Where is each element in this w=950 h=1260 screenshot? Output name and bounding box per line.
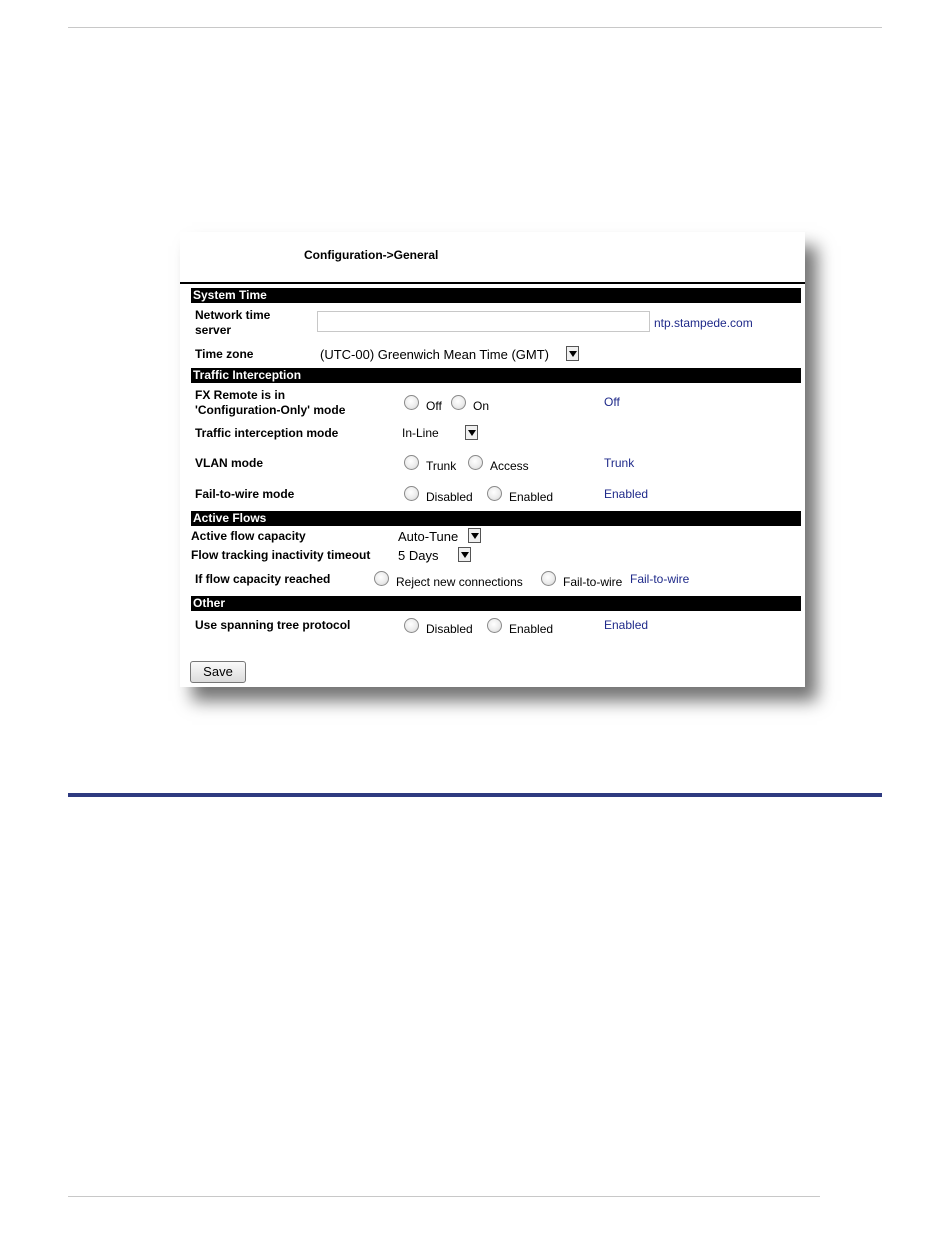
timeout-dropdown-arrow-icon[interactable]: [458, 547, 471, 562]
timezone-dropdown-arrow-icon[interactable]: [566, 346, 579, 361]
ftw-label: Fail-to-wire mode: [195, 487, 295, 501]
config-general-panel: [180, 232, 805, 687]
vlan-access-radio[interactable]: [468, 455, 483, 470]
fx-off-label: Off: [426, 399, 442, 413]
intercept-select-value[interactable]: In-Line: [402, 426, 439, 440]
reached-label: If flow capacity reached: [195, 572, 331, 586]
stp-current-value: Enabled: [604, 618, 649, 632]
capacity-label: Active flow capacity: [191, 529, 306, 543]
fx-off-radio[interactable]: [404, 395, 419, 410]
section-active-flows: Active Flows: [191, 511, 801, 526]
reached-ftw-label: Fail-to-wire: [563, 575, 623, 589]
section-divider-rule: [68, 793, 882, 797]
ntp-label-line1: Network time: [195, 308, 271, 322]
stp-disabled-radio[interactable]: [404, 618, 419, 633]
reached-current-value: Fail-to-wire: [630, 572, 690, 586]
vlan-current-value: Trunk: [604, 456, 635, 470]
page-top-rule: [68, 27, 882, 28]
fx-on-radio[interactable]: [451, 395, 466, 410]
breadcrumb-divider: [180, 282, 805, 284]
section-system-time: System Time: [191, 288, 801, 303]
fx-current-value: Off: [604, 395, 620, 409]
ftw-current-value: Enabled: [604, 487, 649, 501]
timezone-select-value[interactable]: (UTC-00) Greenwich Mean Time (GMT): [320, 347, 549, 362]
intercept-dropdown-arrow-icon[interactable]: [465, 425, 478, 440]
ntp-server-input[interactable]: [317, 311, 650, 332]
intercept-label: Traffic interception mode: [195, 426, 339, 440]
ntp-current-value: ntp.stampede.com: [654, 316, 753, 330]
reached-reject-radio[interactable]: [374, 571, 389, 586]
fx-label-line1: FX Remote is in: [195, 388, 286, 402]
fx-on-label: On: [473, 399, 490, 413]
stp-disabled-label: Disabled: [426, 622, 473, 636]
save-button[interactable]: Save: [190, 661, 246, 683]
reached-ftw-radio[interactable]: [541, 571, 556, 586]
timezone-label: Time zone: [195, 347, 254, 361]
capacity-dropdown-arrow-icon[interactable]: [468, 528, 481, 543]
stp-label: Use spanning tree protocol: [195, 618, 351, 632]
timeout-label: Flow tracking inactivity timeout: [191, 548, 371, 562]
page-bottom-rule: [68, 1196, 820, 1197]
breadcrumb: Configuration->General: [304, 248, 439, 262]
reached-reject-label: Reject new connections: [396, 575, 523, 589]
section-other: Other: [191, 596, 801, 611]
stp-enabled-label: Enabled: [509, 622, 554, 636]
capacity-select-value[interactable]: Auto-Tune: [398, 529, 459, 544]
section-traffic-interception: Traffic Interception: [191, 368, 801, 383]
ftw-disabled-radio[interactable]: [404, 486, 419, 501]
vlan-trunk-radio[interactable]: [404, 455, 419, 470]
fx-label-line2: 'Configuration-Only' mode: [195, 403, 346, 417]
ntp-label-line2: server: [195, 323, 232, 337]
stp-enabled-radio[interactable]: [487, 618, 502, 633]
ftw-enabled-label: Enabled: [509, 490, 554, 504]
vlan-label: VLAN mode: [195, 456, 264, 470]
ftw-disabled-label: Disabled: [426, 490, 473, 504]
vlan-trunk-label: Trunk: [426, 459, 457, 473]
vlan-access-label: Access: [490, 459, 529, 473]
ftw-enabled-radio[interactable]: [487, 486, 502, 501]
timeout-select-value[interactable]: 5 Days: [398, 548, 439, 563]
